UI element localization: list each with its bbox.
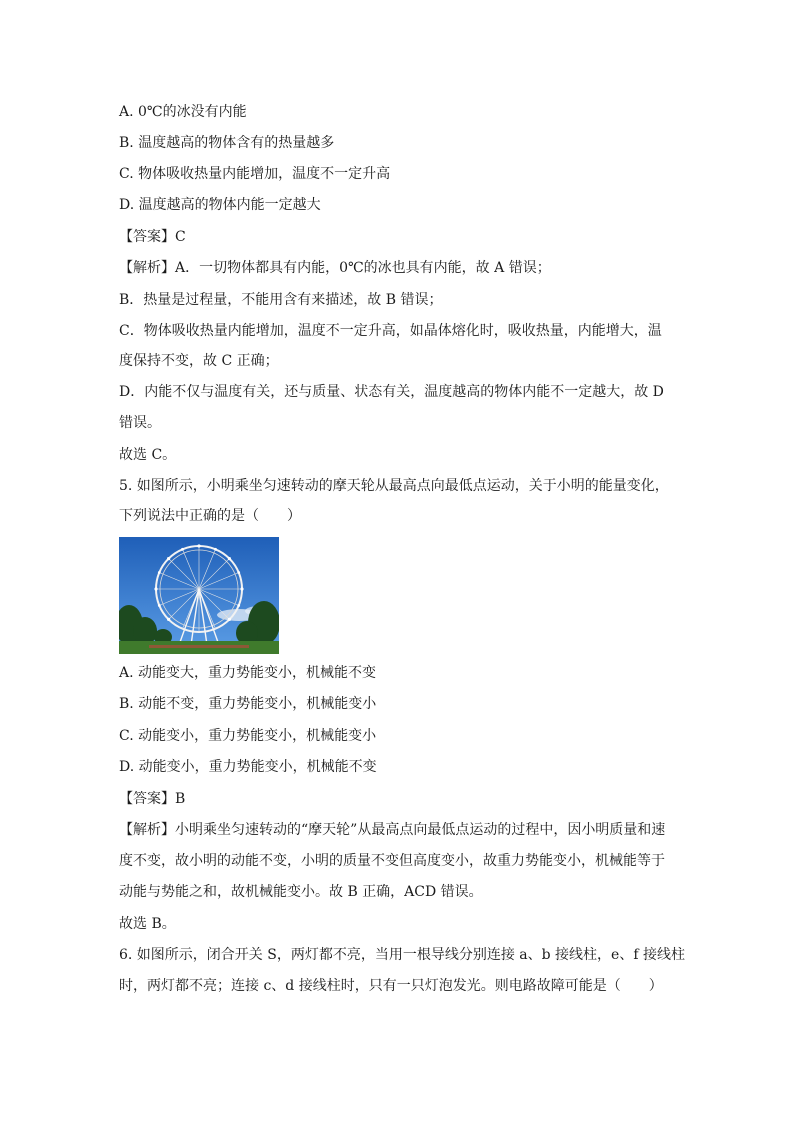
- q4-analysis-line: 度保持不变，故 C 正确；: [119, 353, 279, 369]
- q4-conclusion: 故选 C。: [119, 447, 177, 463]
- q4-analysis-line: B．热量是过程量，不能用含有来描述，故 B 错误；: [119, 292, 443, 308]
- q4-option-c: C. 物体吸收热量内能增加，温度不一定升高: [119, 166, 391, 182]
- q4-answer: 【答案】C: [119, 229, 186, 245]
- q4-analysis-line: C．物体吸收热量内能增加，温度不一定升高，如晶体熔化时，吸收热量，内能增大，温: [119, 323, 662, 339]
- q5-stem-line: 下列说法中正确的是（ ）: [119, 508, 301, 524]
- q5-option-c: C. 动能变小，重力势能变小，机械能变小: [119, 728, 377, 744]
- q5-stem-line: 5. 如图所示，小明乘坐匀速转动的摩天轮从最高点向最低点运动，关于小明的能量变化，: [119, 478, 669, 494]
- ferris-wheel-photo: [119, 537, 279, 654]
- q5-conclusion: 故选 B。: [119, 916, 176, 932]
- q5-option-b: B. 动能不变，重力势能变小，机械能变小: [119, 696, 377, 712]
- q4-option-b: B. 温度越高的物体含有的热量越多: [119, 135, 335, 151]
- q4-analysis-line: 【解析】A．一切物体都具有内能，0℃的冰也具有内能，故 A 错误；: [119, 260, 551, 276]
- q6-stem-line: 6. 如图所示，闭合开关 S，两灯都不亮，当用一根导线分别连接 a、b 接线柱，e、f 接线柱: [119, 947, 685, 963]
- q4-analysis-line: 错误。: [119, 415, 161, 431]
- q5-option-a: A. 动能变大，重力势能变小，机械能不变: [119, 665, 377, 681]
- q5-analysis-line: 度不变，故小明的动能不变，小明的质量不变但高度变小，故重力势能变小，机械能等于: [119, 853, 665, 869]
- q5-analysis-line: 动能与势能之和，故机械能变小。故 B 正确，ACD 错误。: [119, 884, 483, 900]
- q4-analysis-line: D．内能不仅与温度有关，还与质量、状态有关，温度越高的物体内能不一定越大，故 D: [119, 384, 664, 400]
- q5-option-d: D. 动能变小，重力势能变小，机械能不变: [119, 759, 377, 775]
- q5-answer: 【答案】B: [119, 791, 186, 807]
- q4-option-d: D. 温度越高的物体内能一定越大: [119, 197, 321, 213]
- q5-analysis-line: 【解析】小明乘坐匀速转动的“摩天轮”从最高点向最低点运动的过程中，因小明质量和速: [119, 822, 666, 838]
- q4-option-a: A. 0℃的冰没有内能: [119, 104, 247, 120]
- q6-stem-line: 时，两灯都不亮；连接 c、d 接线柱时，只有一只灯泡发光。则电路故障可能是（ ）: [119, 978, 663, 994]
